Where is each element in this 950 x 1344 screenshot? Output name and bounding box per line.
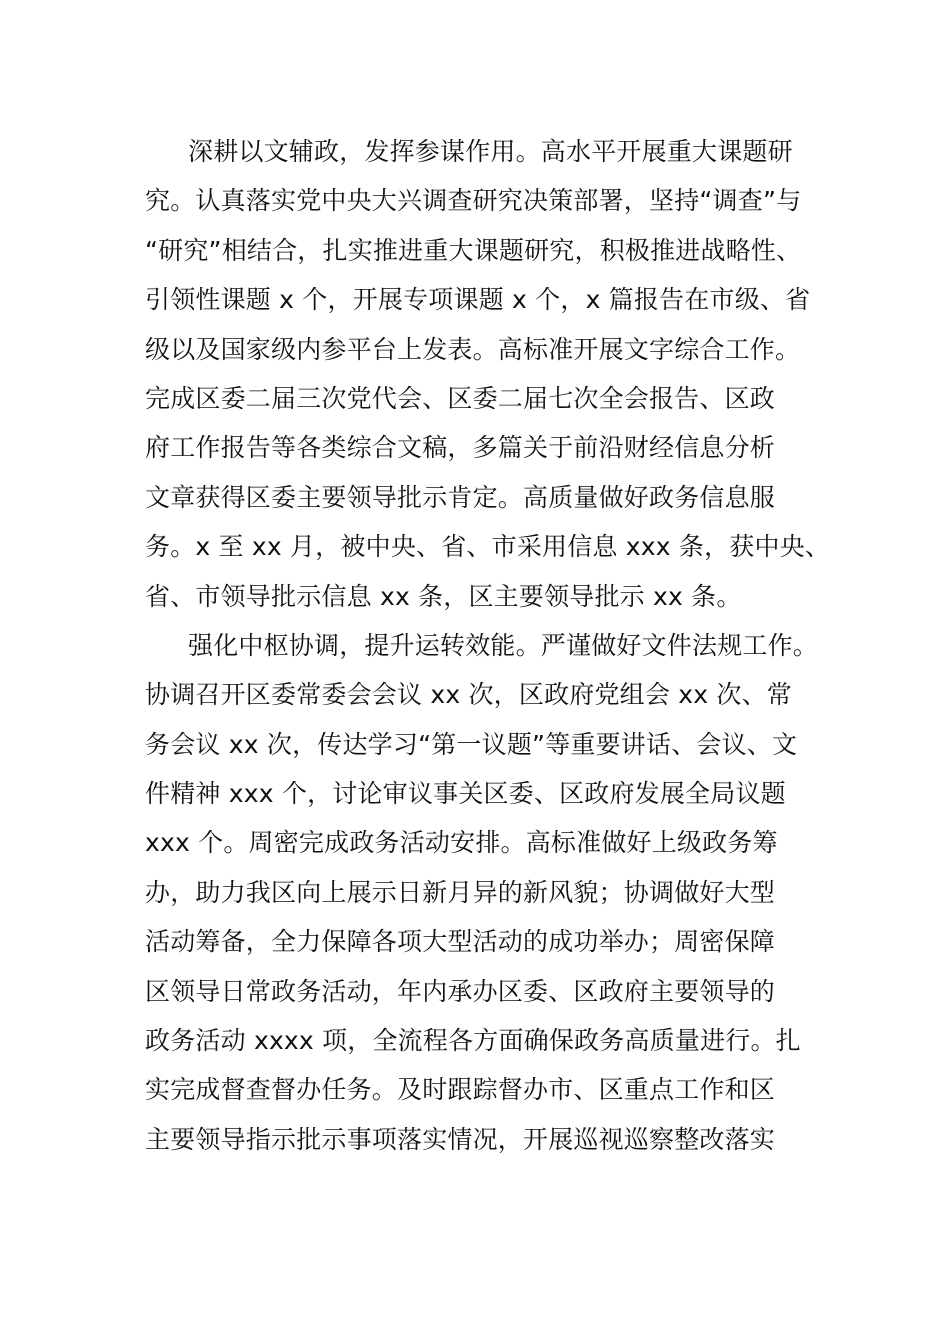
text-line: 引领性课题 x 个，开展专项课题 x 个，x 篇报告在市级、省 bbox=[145, 285, 811, 315]
text-line: 深耕以文辅政，发挥参谋作用。高水平开展重大课题研 bbox=[188, 137, 793, 166]
text-line: 协调召开区委常委会会议 xx 次，区政府党组会 xx 次、常 bbox=[145, 680, 792, 710]
text-line: 文章获得区委主要领导批示肯定。高质量做好政务信息服 bbox=[145, 482, 776, 512]
text-line: 区领导日常政务活动，年内承办区委、区政府主要领导的 bbox=[145, 976, 776, 1006]
text-line: 省、市领导批示信息 xx 条，区主要领导批示 xx 条。 bbox=[145, 581, 742, 611]
text-line: 办，助力我区向上展示日新月异的新风貌；协调做好大型 bbox=[145, 877, 776, 907]
text-line: 实完成督查督办任务。及时跟踪督办市、区重点工作和区 bbox=[145, 1075, 776, 1105]
text-line: 务会议 xx 次，传达学习“第一议题”等重要讲话、会议、文 bbox=[145, 729, 798, 759]
text-line: 级以及国家级内参平台上发表。高标准开展文字综合工作。 bbox=[145, 334, 801, 364]
text-line: 强化中枢协调，提升运转效能。严谨做好文件法规工作。 bbox=[188, 630, 819, 660]
paragraph bbox=[145, 621, 825, 1164]
text-line: 件精神 xxx 个，讨论审议事关区委、区政府发展全局议题 bbox=[145, 779, 786, 809]
text-line: 究。认真落实党中央大兴调查研究决策部署，坚持“调查”与 bbox=[145, 186, 802, 216]
text-line: “研究”相结合，扎实推进重大课题研究，积极推进战略性、 bbox=[145, 235, 802, 265]
text-line: xxx 个。周密完成政务活动安排。高标准做好上级政务筹 bbox=[145, 828, 778, 858]
paragraph bbox=[145, 127, 831, 621]
document-body bbox=[145, 127, 831, 1164]
text-line: 政务活动 xxxx 项，全流程各方面确保政务高质量进行。扎 bbox=[145, 1026, 801, 1056]
text-line: 完成区委二届三次党代会、区委二届七次全会报告、区政 bbox=[145, 383, 776, 413]
text-line: 府工作报告等各类综合文稿，多篇关于前沿财经信息分析 bbox=[145, 433, 776, 463]
text-line: 活动筹备，全力保障各项大型活动的成功举办；周密保障 bbox=[145, 927, 776, 957]
text-line: 主要领导指示批示事项落实情况，开展巡视巡察整改落实 bbox=[145, 1124, 776, 1154]
text-line: 务。x 至 xx 月，被中央、省、市采用信息 xxx 条，获中央、 bbox=[145, 532, 831, 562]
